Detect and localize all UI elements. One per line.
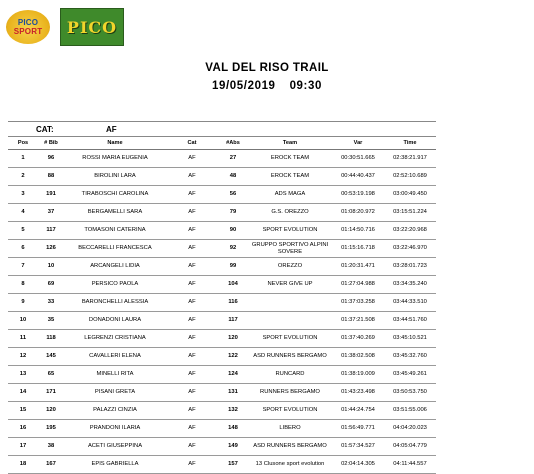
logo-left-line1: PICO (17, 18, 39, 27)
cell-bib: 118 (38, 330, 64, 348)
cell-pos: 1 (8, 150, 38, 168)
cell-time: 03:22:46.970 (384, 240, 436, 258)
table-row (8, 276, 436, 294)
table-row (8, 150, 436, 168)
cell-abs: 132 (218, 402, 248, 420)
cell-var: 00:53:19.198 (332, 186, 384, 204)
cell-cat: AF (166, 204, 218, 222)
cell-name: TOMASONI CATERINA (64, 222, 166, 240)
cell-name: ACETI GIUSEPPINA (64, 438, 166, 456)
cell-bib: 35 (38, 312, 64, 330)
col-time: Time (384, 137, 436, 150)
cell-pos: 17 (8, 438, 38, 456)
cell-var: 01:57:34.527 (332, 438, 384, 456)
cell-team: ADS MAGA (248, 186, 332, 204)
cell-name: PERSICO PAOLA (64, 276, 166, 294)
cell-pos: 8 (8, 276, 38, 294)
col-var: Var (332, 137, 384, 150)
cell-pos: 6 (8, 240, 38, 258)
cell-team: NEVER GIVE UP (248, 276, 332, 294)
cell-abs: 48 (218, 168, 248, 186)
table-row (8, 258, 436, 276)
table-row (8, 294, 436, 312)
cell-bib: 167 (38, 456, 64, 474)
cell-cat: AF (166, 438, 218, 456)
results-body (8, 150, 436, 474)
header-logos (6, 8, 124, 46)
event-time: 09:30 (289, 80, 322, 92)
cell-cat: AF (166, 222, 218, 240)
cell-cat: AF (166, 384, 218, 402)
page-title: VAL DEL RISO TRAIL (205, 62, 329, 74)
cell-time: 03:44:51.760 (384, 312, 436, 330)
cell-cat: AF (166, 420, 218, 438)
cell-abs: 157 (218, 456, 248, 474)
cell-pos: 11 (8, 330, 38, 348)
cell-time: 04:05:04.779 (384, 438, 436, 456)
cell-abs: 120 (218, 330, 248, 348)
cell-time: 03:34:35.240 (384, 276, 436, 294)
cell-bib: 191 (38, 186, 64, 204)
cell-abs: 27 (218, 150, 248, 168)
cell-pos: 13 (8, 366, 38, 384)
cell-abs: 90 (218, 222, 248, 240)
cell-name: MINELLI RITA (64, 366, 166, 384)
cell-abs: 149 (218, 438, 248, 456)
cell-bib: 88 (38, 168, 64, 186)
cell-name: PISANI GRETA (64, 384, 166, 402)
cell-abs: 92 (218, 240, 248, 258)
table-row (8, 222, 436, 240)
results-sheet (8, 121, 436, 474)
cell-cat: AF (166, 294, 218, 312)
table-row (8, 438, 436, 456)
cell-var: 01:08:20.972 (332, 204, 384, 222)
cell-abs: 99 (218, 258, 248, 276)
cell-name: EPIS GABRIELLA (64, 456, 166, 474)
cell-bib: 126 (38, 240, 64, 258)
event-datetime (0, 80, 534, 92)
cell-team: RUNNERS BERGAMO (248, 384, 332, 402)
cell-pos: 16 (8, 420, 38, 438)
cell-bib: 117 (38, 222, 64, 240)
table-row (8, 186, 436, 204)
cell-bib: 96 (38, 150, 64, 168)
cell-name: ROSSI MARIA EUGENIA (64, 150, 166, 168)
cell-time: 03:44:33.510 (384, 294, 436, 312)
category-value: AF (106, 124, 117, 134)
cell-team: EROCK TEAM (248, 168, 332, 186)
cell-cat: AF (166, 240, 218, 258)
cell-var: 01:37:21.508 (332, 312, 384, 330)
cell-var: 02:04:14.305 (332, 456, 384, 474)
cell-time: 03:15:51.224 (384, 204, 436, 222)
cell-name: LEGRENZI CRISTIANA (64, 330, 166, 348)
cell-var: 01:43:23.498 (332, 384, 384, 402)
cell-pos: 4 (8, 204, 38, 222)
cell-bib: 37 (38, 204, 64, 222)
cell-team: LIBERO (248, 420, 332, 438)
cell-time: 02:52:10.689 (384, 168, 436, 186)
cell-team: ASD RUNNERS BERGAMO (248, 348, 332, 366)
cell-abs: 122 (218, 348, 248, 366)
logo-left-line2: SPORT (13, 27, 43, 36)
cell-time: 03:51:55.006 (384, 402, 436, 420)
cell-name: BECCARELLI FRANCESCA (64, 240, 166, 258)
cell-pos: 14 (8, 384, 38, 402)
cell-name: CAVALLERI ELENA (64, 348, 166, 366)
cell-cat: AF (166, 186, 218, 204)
cell-bib: 195 (38, 420, 64, 438)
cell-var: 01:37:03.258 (332, 294, 384, 312)
cell-var: 01:14:50.716 (332, 222, 384, 240)
cell-cat: AF (166, 366, 218, 384)
cell-pos: 2 (8, 168, 38, 186)
event-date: 19/05/2019 (212, 80, 276, 92)
col-name: Name (64, 137, 166, 150)
cell-pos: 9 (8, 294, 38, 312)
cell-var: 01:38:19.009 (332, 366, 384, 384)
cell-time: 03:45:10.521 (384, 330, 436, 348)
cell-abs: 131 (218, 384, 248, 402)
cell-time: 03:22:20.968 (384, 222, 436, 240)
table-row (8, 402, 436, 420)
cell-team: SPORT EVOLUTION (248, 330, 332, 348)
cell-time: 03:50:53.750 (384, 384, 436, 402)
table-row (8, 384, 436, 402)
cell-cat: AF (166, 168, 218, 186)
cell-time: 03:45:32.760 (384, 348, 436, 366)
cell-team: SPORT EVOLUTION (248, 222, 332, 240)
cell-name: PRANDONI ILARIA (64, 420, 166, 438)
cell-bib: 69 (38, 276, 64, 294)
cell-name: BARONCHELLI ALESSIA (64, 294, 166, 312)
cell-cat: AF (166, 276, 218, 294)
cell-pos: 10 (8, 312, 38, 330)
cell-cat: AF (166, 402, 218, 420)
category-label: CAT: (36, 124, 54, 134)
table-row (8, 348, 436, 366)
cell-var: 01:27:04.988 (332, 276, 384, 294)
cell-time: 03:45:49.261 (384, 366, 436, 384)
cell-cat: AF (166, 456, 218, 474)
table-row (8, 456, 436, 474)
cell-cat: AF (166, 258, 218, 276)
cell-team: ASD RUNNERS BERGAMO (248, 438, 332, 456)
cell-name: TIRABOSCHI CAROLINA (64, 186, 166, 204)
cell-var: 01:37:40.269 (332, 330, 384, 348)
cell-team: RUNCARD (248, 366, 332, 384)
cell-cat: AF (166, 150, 218, 168)
cell-var: 01:44:24.754 (332, 402, 384, 420)
cell-time: 02:38:21.917 (384, 150, 436, 168)
table-row (8, 420, 436, 438)
cell-name: ARCANGELI LIDIA (64, 258, 166, 276)
cell-pos: 5 (8, 222, 38, 240)
cell-pos: 12 (8, 348, 38, 366)
cell-team: EROCK TEAM (248, 150, 332, 168)
logo-right-text: PICO (66, 17, 118, 37)
cell-abs: 148 (218, 420, 248, 438)
cell-pos: 7 (8, 258, 38, 276)
table-row (8, 330, 436, 348)
cell-bib: 145 (38, 348, 64, 366)
cell-bib: 65 (38, 366, 64, 384)
cell-bib: 10 (38, 258, 64, 276)
cell-abs: 104 (218, 276, 248, 294)
table-row (8, 168, 436, 186)
cell-abs: 124 (218, 366, 248, 384)
cell-abs: 56 (218, 186, 248, 204)
cell-time: 03:00:49.450 (384, 186, 436, 204)
cell-var: 01:38:02.508 (332, 348, 384, 366)
table-header (8, 137, 436, 150)
col-bib: # Bib (38, 137, 64, 150)
cell-pos: 3 (8, 186, 38, 204)
col-team: Team (248, 137, 332, 150)
col-pos: Pos (8, 137, 38, 150)
cell-cat: AF (166, 330, 218, 348)
cell-time: 03:28:01.723 (384, 258, 436, 276)
cell-team: G.S. OREZZO (248, 204, 332, 222)
cell-abs: 79 (218, 204, 248, 222)
table-row (8, 366, 436, 384)
cell-var: 01:20:31.471 (332, 258, 384, 276)
cell-team (248, 312, 332, 330)
cell-name: PALAZZI CINZIA (64, 402, 166, 420)
cell-pos: 15 (8, 402, 38, 420)
col-cat: Cat (166, 137, 218, 150)
table-row (8, 312, 436, 330)
cell-team (248, 294, 332, 312)
category-row (8, 122, 436, 137)
results-table (8, 137, 436, 474)
cell-bib: 33 (38, 294, 64, 312)
cell-abs: 117 (218, 312, 248, 330)
cell-cat: AF (166, 312, 218, 330)
cell-name: BIROLINI LARA (64, 168, 166, 186)
cell-team: 13 Clusone sport evolution (248, 456, 332, 474)
pico-sport-logo (6, 10, 50, 44)
cell-bib: 38 (38, 438, 64, 456)
cell-team: SPORT EVOLUTION (248, 402, 332, 420)
table-row (8, 240, 436, 258)
cell-cat: AF (166, 348, 218, 366)
table-row (8, 204, 436, 222)
cell-var: 01:56:49.771 (332, 420, 384, 438)
cell-var: 00:30:51.665 (332, 150, 384, 168)
cell-bib: 120 (38, 402, 64, 420)
cell-name: BERGAMELLI SARA (64, 204, 166, 222)
cell-var: 00:44:40.437 (332, 168, 384, 186)
cell-team: GRUPPO SPORTIVO ALPINI SOVERE (248, 240, 332, 258)
pico-logo (60, 8, 124, 46)
cell-name: DONADONI LAURA (64, 312, 166, 330)
col-abs: #Abs (218, 137, 248, 150)
cell-var: 01:15:16.718 (332, 240, 384, 258)
cell-team: OREZZO (248, 258, 332, 276)
cell-bib: 171 (38, 384, 64, 402)
cell-time: 04:11:44.557 (384, 456, 436, 474)
cell-abs: 116 (218, 294, 248, 312)
cell-pos: 18 (8, 456, 38, 474)
cell-time: 04:04:20.023 (384, 420, 436, 438)
